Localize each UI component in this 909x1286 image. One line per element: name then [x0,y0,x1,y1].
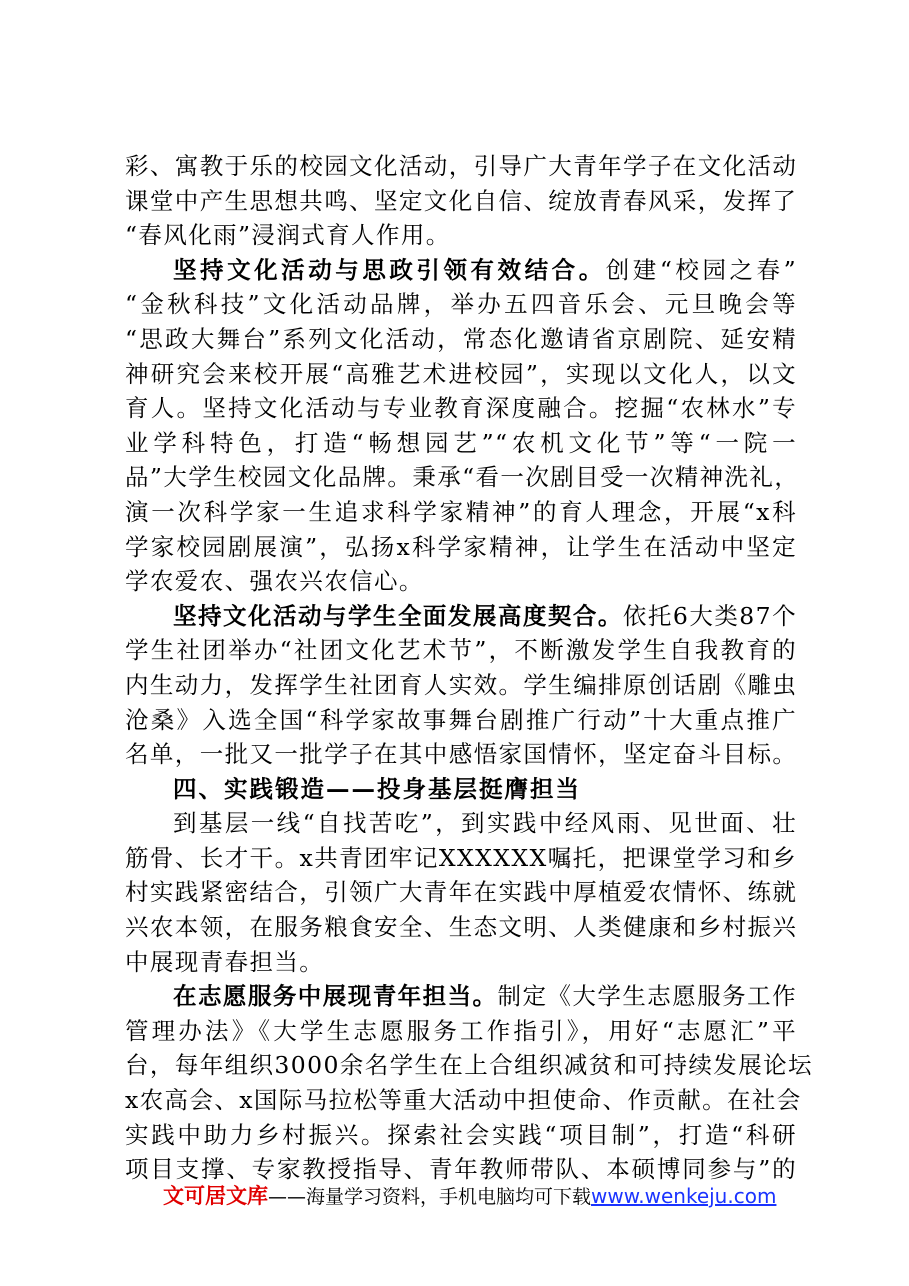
text-line: “金秋科技”文化活动品牌，举办五四音乐会、元旦晚会等 [125,290,797,319]
text-line: x农高会、x国际马拉松等重大活动中担使命、作贡献。在社会 [125,1086,802,1115]
paragraph-lead: 在志愿服务中展现青年担当。 [173,982,498,1011]
text-line: 学农爱农、强农兴农信心。 [125,567,424,596]
paragraph-lead: 坚持文化活动与思政引领有效结合。 [173,255,606,284]
website-link[interactable]: www.wenkeju.com [591,1184,777,1208]
text-line: 沧桑》入选全国“科学家故事舞台剧推广行动”十大重点推广 [125,705,797,734]
text-line: 到基层一线“自找苦吃”，到实践中经风雨、见世面、壮 [173,809,797,838]
text-line: 演一次科学家一生追求科学家精神”的育人理念，开展“x科 [125,497,797,526]
text-line: 筋骨、长才干。x共青团牢记XXXXXX嘱托，把课堂学习和乡 [125,843,797,872]
text-line: 兴农本领，在服务粮食安全、生态文明、人类健康和乡村振兴 [125,913,798,942]
text-line: 实践中助力乡村振兴。探索社会实践“项目制”，打造“科研 [125,1120,797,1149]
brand-name: 文可居文库 [163,1184,268,1208]
text-line: 业学科特色，打造“畅想园艺”“农机文化节”等“一院一 [125,428,797,457]
text-line: 神研究会来校开展“高雅艺术进校园”，实现以文化人，以文 [125,359,797,388]
text-line: 品”大学生校园文化品牌。秉承“看一次剧目受一次精神洗礼， [125,463,800,492]
text-line: “春风化雨”浸润式育人作用。 [125,221,451,250]
paragraph-first-line [125,253,797,288]
paragraph-first-line [125,979,797,1014]
text-run: 创建“校园之春” [605,255,798,284]
section-heading: 四、实践锻造——投身基层挺膺担当 [173,774,581,803]
text-run: 依托6大类87个 [622,601,798,630]
paragraph-lead: 坚持文化活动与学生全面发展高度契合。 [173,601,623,630]
body-text [125,149,813,1187]
text-line: 管理办法》《大学生志愿服务工作指引》，用好“志愿汇”平 [125,1016,797,1045]
paragraph-first-line [125,599,797,634]
text-line: 中展现青春担当。 [125,947,325,976]
text-line: 育人。坚持文化活动与专业教育深度融合。挖掘“农林水”专 [125,394,797,423]
text-line: 彩、寓教于乐的校园文化活动，引导广大青年学子在文化活动 [125,152,798,180]
footer-banner [163,1180,776,1216]
text-line: 课堂中产生思想共鸣、坚定文化自信、绽放青春风采，发挥了 [125,186,798,215]
text-line: 村实践紧密结合，引领广大青年在实践中厚植爱农情怀、练就 [125,878,798,907]
text-line: 名单，一批又一批学子在其中感悟家国情怀，坚定奋斗目标。 [125,740,798,769]
text-line: 学生社团举办“社团文化艺术节”，不断激发学生自我教育的 [125,636,797,665]
text-line: 项目支撑、专家教授指导、青年教师带队、本硕博同参与”的 [125,1155,797,1184]
footer-slogan: ——海量学习资料，手机电脑均可下载 [268,1186,592,1208]
text-run: 制定《大学生志愿服务工作 [497,982,797,1011]
text-line: “思政大舞台”系列文化活动，常态化邀请省京剧院、延安精 [125,324,797,353]
text-line: 学家校园剧展演”，弘扬x科学家精神，让学生在活动中坚定 [125,532,797,561]
text-line: 内生动力，发挥学生社团育人实效。学生编排原创话剧《雕虫 [125,670,798,699]
text-line: 台，每年组织3000余名学生在上合组织减贫和可持续发展论坛 [125,1051,813,1080]
